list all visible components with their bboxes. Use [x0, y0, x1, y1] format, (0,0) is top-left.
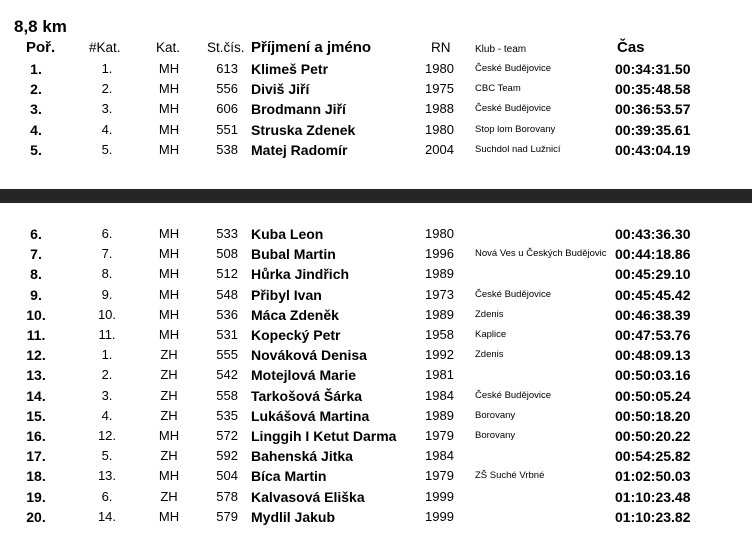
table-row	[0, 285, 752, 305]
category-cell: MH	[158, 101, 180, 117]
position-cell: 10.	[26, 306, 46, 323]
time-cell: 00:54:25.82	[615, 448, 691, 465]
birth-year-cell: 1973	[425, 286, 454, 302]
time-cell: 00:46:38.39	[615, 306, 691, 323]
name-cell: Hůrka Jindřich	[251, 266, 350, 283]
time-cell: 00:34:31.50	[615, 61, 691, 77]
name-cell: Bubal Martin	[251, 246, 336, 263]
start-number-cell: 551	[216, 121, 238, 137]
club-cell: Stop lom Borovany	[475, 123, 556, 135]
club-cell: České Budějovice	[475, 103, 552, 115]
birth-year-cell: 1999	[425, 508, 454, 524]
position-cell: 9.	[30, 286, 42, 303]
start-number-cell: 558	[216, 387, 238, 403]
start-number-cell: 504	[216, 468, 238, 484]
birth-year-cell: 1980	[425, 61, 454, 76]
category-rank-cell: 6.	[101, 226, 113, 241]
header-time: Čas	[617, 39, 645, 56]
position-cell: 8.	[30, 266, 42, 283]
club-cell: České Budějovice	[475, 63, 552, 74]
birth-year-cell: 1989	[425, 266, 454, 282]
position-cell: 12.	[26, 347, 46, 364]
name-cell: Kalvasová Eliška	[251, 488, 365, 505]
time-cell: 00:50:20.22	[615, 428, 691, 444]
club-cell: České Budějovice	[475, 288, 552, 300]
birth-year-cell: 1984	[425, 387, 454, 403]
category-cell: MH	[158, 141, 180, 157]
category-rank-cell: 9.	[101, 286, 113, 302]
table-row	[0, 224, 752, 244]
category-cell: MH	[158, 508, 180, 524]
header-kat: Kat.	[156, 40, 181, 55]
category-rank-cell: 11.	[98, 327, 116, 342]
category-rank-cell: 5.	[101, 448, 113, 464]
name-cell: Struska Zdenek	[251, 121, 356, 138]
birth-year-cell: 1958	[425, 327, 454, 342]
birth-year-cell: 1996	[425, 246, 454, 262]
table-row	[0, 487, 752, 507]
start-number-cell: 592	[216, 448, 238, 464]
category-cell: MH	[158, 286, 180, 302]
position-cell: 16.	[26, 428, 46, 444]
birth-year-cell: 1984	[425, 448, 454, 464]
category-cell: ZH	[160, 488, 178, 504]
header-club: Klub - team	[475, 44, 527, 55]
category-rank-cell: 1.	[101, 61, 113, 76]
time-cell: 00:35:48.58	[615, 81, 691, 98]
category-rank-cell: 3.	[101, 101, 113, 117]
start-number-cell: 535	[216, 407, 238, 423]
start-number-cell: 533	[216, 226, 238, 241]
position-cell: 13.	[26, 367, 46, 384]
birth-year-cell: 1992	[425, 347, 454, 363]
start-number-cell: 572	[216, 428, 238, 443]
start-number-cell: 512	[216, 266, 238, 282]
time-cell: 00:50:03.16	[615, 367, 691, 384]
category-rank-cell: 6.	[101, 488, 113, 504]
name-cell: Bíca Martin	[251, 468, 327, 485]
start-number-cell: 536	[216, 306, 238, 322]
start-number-cell: 542	[216, 367, 238, 383]
time-cell: 00:36:53.57	[615, 101, 691, 118]
category-rank-cell: 7.	[101, 246, 113, 262]
club-cell: Suchdol nad Lužnicí	[475, 143, 561, 155]
category-rank-cell: 8.	[101, 266, 113, 282]
name-cell: Bahenská Jitka	[251, 448, 353, 465]
start-number-cell: 548	[216, 286, 238, 302]
birth-year-cell: 1980	[425, 226, 454, 241]
time-cell: 00:48:09.13	[615, 347, 691, 364]
time-cell: 00:50:18.20	[615, 407, 691, 424]
category-cell: MH	[158, 327, 180, 342]
category-cell: ZH	[160, 448, 178, 464]
table-row	[0, 446, 752, 466]
category-cell: MH	[158, 266, 180, 282]
club-cell: Nová Ves u Českých Budějovic	[475, 248, 607, 260]
section-divider	[0, 189, 752, 203]
start-number-cell: 578	[216, 488, 238, 504]
name-cell: Kopecký Petr	[251, 327, 341, 343]
time-cell: 00:45:45.42	[615, 286, 691, 303]
club-cell: Zdenis	[475, 308, 504, 320]
name-cell: Lukášová Martina	[251, 407, 370, 424]
birth-year-cell: 1979	[425, 468, 454, 484]
category-rank-cell: 3.	[101, 387, 113, 403]
category-cell: MH	[158, 121, 180, 137]
club-cell: Zdenis	[475, 349, 504, 361]
header-kat-no: #Kat.	[89, 40, 121, 55]
category-cell: ZH	[160, 367, 178, 383]
position-cell: 1.	[30, 61, 42, 77]
club-cell: CBC Team	[475, 83, 521, 95]
name-cell: Tarkošová Šárka	[251, 387, 363, 404]
category-rank-cell: 2.	[101, 81, 113, 97]
table-row	[0, 406, 752, 426]
start-number-cell: 555	[216, 347, 238, 363]
category-cell: MH	[158, 428, 180, 443]
category-rank-cell: 13.	[97, 468, 117, 484]
start-number-cell: 606	[216, 101, 238, 117]
table-row	[0, 59, 752, 79]
header-rn: RN	[431, 40, 451, 55]
position-cell: 2.	[30, 81, 42, 98]
time-cell: 01:10:23.82	[615, 508, 691, 525]
position-cell: 19.	[26, 488, 46, 505]
category-rank-cell: 14.	[97, 508, 117, 524]
name-cell: Klimeš Petr	[251, 61, 329, 77]
birth-year-cell: 1975	[425, 81, 454, 97]
table-row	[0, 99, 752, 119]
header-name: Příjmení a jméno	[251, 39, 372, 56]
birth-year-cell: 1981	[425, 367, 454, 383]
club-cell: Borovany	[475, 409, 516, 421]
category-rank-cell: 1.	[101, 347, 113, 363]
position-cell: 7.	[30, 246, 42, 263]
position-cell: 5.	[30, 141, 42, 158]
time-cell: 00:44:18.86	[615, 246, 691, 263]
table-row	[0, 365, 752, 385]
category-cell: MH	[158, 468, 180, 484]
category-cell: ZH	[160, 387, 178, 403]
name-cell: Brodmann Jiří	[251, 101, 346, 118]
position-cell: 3.	[30, 101, 42, 118]
table-row	[0, 305, 752, 325]
birth-year-cell: 1988	[425, 101, 454, 117]
time-cell: 00:47:53.76	[615, 327, 691, 343]
category-cell: MH	[158, 306, 180, 322]
category-cell: MH	[158, 246, 180, 262]
time-cell: 01:02:50.03	[615, 468, 691, 485]
time-cell: 00:45:29.10	[615, 266, 691, 283]
position-cell: 17.	[26, 448, 46, 465]
page-title: 8,8 km	[14, 17, 67, 36]
name-cell: Přibyl Ivan	[251, 286, 322, 303]
category-cell: ZH	[160, 347, 178, 363]
name-cell: Mydlil Jakub	[251, 508, 336, 525]
birth-year-cell: 1989	[425, 407, 454, 423]
table-row	[0, 140, 752, 160]
birth-year-cell: 2004	[425, 141, 454, 157]
birth-year-cell: 1999	[425, 488, 454, 504]
table-row	[0, 244, 752, 264]
club-cell: ZŠ Suché Vrbné	[475, 470, 545, 482]
category-rank-cell: 4.	[101, 407, 113, 423]
header-st: St.čís.	[207, 40, 245, 55]
position-cell: 18.	[26, 468, 46, 485]
table-row	[0, 264, 752, 284]
start-number-cell: 538	[216, 141, 238, 157]
start-number-cell: 613	[216, 61, 238, 76]
time-cell: 00:43:36.30	[615, 226, 691, 242]
category-rank-cell: 2.	[101, 367, 113, 383]
table-row	[0, 386, 752, 406]
category-cell: MH	[158, 61, 180, 76]
position-cell: 15.	[26, 407, 46, 424]
start-number-cell: 531	[216, 327, 238, 342]
name-cell: Matej Radomír	[251, 141, 348, 158]
birth-year-cell: 1979	[425, 428, 454, 443]
time-cell: 01:10:23.48	[615, 488, 691, 505]
table-row	[0, 79, 752, 99]
start-number-cell: 556	[216, 81, 238, 97]
position-cell: 20.	[26, 508, 46, 525]
category-rank-cell: 5.	[101, 141, 113, 157]
category-cell: MH	[158, 226, 180, 241]
name-cell: Diviš Jiří	[251, 81, 310, 98]
club-cell: Borovany	[475, 430, 516, 441]
table-row	[0, 120, 752, 140]
position-cell: 14.	[26, 387, 46, 404]
time-cell: 00:39:35.61	[615, 121, 691, 138]
birth-year-cell: 1989	[425, 306, 454, 322]
table-row	[0, 345, 752, 365]
category-rank-cell: 10.	[97, 306, 117, 322]
category-rank-cell: 12.	[97, 428, 117, 443]
category-cell: ZH	[160, 407, 178, 423]
name-cell: Nováková Denisa	[251, 347, 367, 364]
club-cell: České Budějovice	[475, 389, 552, 401]
table-row	[0, 507, 752, 527]
time-cell: 00:50:05.24	[615, 387, 691, 404]
club-cell: Kaplice	[475, 329, 507, 340]
category-cell: MH	[158, 81, 180, 97]
table-row	[0, 466, 752, 486]
name-cell: Kuba Leon	[251, 226, 324, 242]
header-por: Poř.	[26, 39, 56, 56]
table-row	[0, 325, 752, 345]
start-number-cell: 508	[216, 246, 238, 262]
position-cell: 6.	[30, 226, 42, 242]
position-cell: 4.	[30, 121, 42, 138]
birth-year-cell: 1980	[425, 121, 454, 137]
table-row	[0, 426, 752, 446]
position-cell: 11.	[26, 327, 46, 343]
category-rank-cell: 4.	[101, 121, 113, 137]
name-cell: Linggih I Ketut Darma	[251, 428, 397, 444]
start-number-cell: 579	[216, 508, 238, 524]
time-cell: 00:43:04.19	[615, 141, 691, 158]
name-cell: Máca Zdeněk	[251, 306, 339, 323]
name-cell: Motejlová Marie	[251, 367, 357, 384]
